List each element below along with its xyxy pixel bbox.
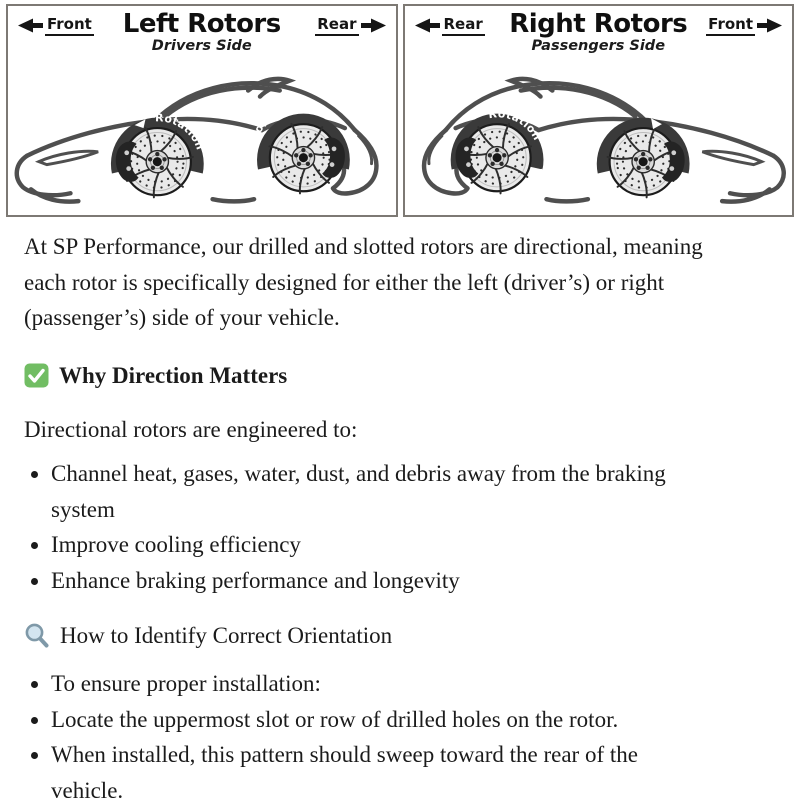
check-mark-icon (24, 363, 49, 388)
rotation-arrow-icon (260, 181, 269, 191)
installation-list (24, 666, 711, 808)
heading-text: How to Identify Correct Orientation (60, 623, 393, 648)
front-direction-label (706, 15, 782, 36)
bullet-item: • To ensure proper installation: (51, 666, 711, 702)
panel-title: Right Rotors (509, 9, 688, 39)
rotor-direction-diagram (0, 0, 800, 217)
rotor-info-article (0, 229, 800, 808)
engineered-to-lead: Directional rotors are engineered to: (24, 416, 358, 442)
car-silhouette-left-graphic (8, 59, 396, 212)
bullet-item: • When installed, this pattern should sweep toward the rear of the vehicle. (51, 737, 711, 808)
benefits-list (24, 456, 711, 598)
bullet-item: • Enhance braking performance and longevity (51, 563, 711, 599)
intro-paragraph: At SP Performance, our drilled and slotted rotors are directional, meaning each rotor is specifically designed for either the left (driver’s) or right (passenger’s) side of your vehicle. (24, 234, 703, 330)
front-direction-label (18, 15, 94, 36)
left-panel-header (8, 6, 396, 56)
car-silhouette-right-graphic (405, 59, 793, 212)
direction-label-text: Front (706, 15, 755, 36)
rotation-label: Rotation (154, 111, 207, 152)
direction-label-text: Rear (315, 15, 358, 36)
panel-subtitle: Passengers Side (531, 37, 666, 54)
arrow-left-icon (415, 18, 441, 33)
why-direction-matters-heading (24, 361, 711, 391)
rotation-arrow-icon (532, 169, 542, 180)
arrow-right-icon (360, 18, 386, 33)
direction-label-text: Front (45, 15, 94, 36)
direction-label-text: Rear (442, 15, 485, 36)
how-to-identify-heading (24, 621, 711, 651)
rear-direction-label (415, 15, 485, 36)
panel-subtitle: Drivers Side (151, 37, 252, 54)
bullet-item: • Locate the uppermost slot or row of drilled holes on the rotor. (51, 702, 711, 738)
bullet-item: • Channel heat, gases, water, dust, and debris away from the braking system (51, 456, 711, 527)
arrow-left-icon (18, 18, 44, 33)
rear-direction-label (315, 15, 385, 36)
bullet-item: • Improve cooling efficiency (51, 527, 711, 563)
right-rotors-panel (403, 4, 795, 217)
heading-text: Why Direction Matters (59, 362, 288, 388)
right-panel-header (405, 6, 793, 56)
arrow-right-icon (756, 18, 782, 33)
rotation-label: Rotation (487, 107, 544, 143)
magnifying-glass-icon (24, 622, 51, 650)
panel-title: Left Rotors (122, 9, 281, 39)
left-rotors-panel (6, 4, 398, 217)
rotation-label: Rotation (582, 126, 606, 189)
rotation-label: Rotation (243, 114, 273, 176)
